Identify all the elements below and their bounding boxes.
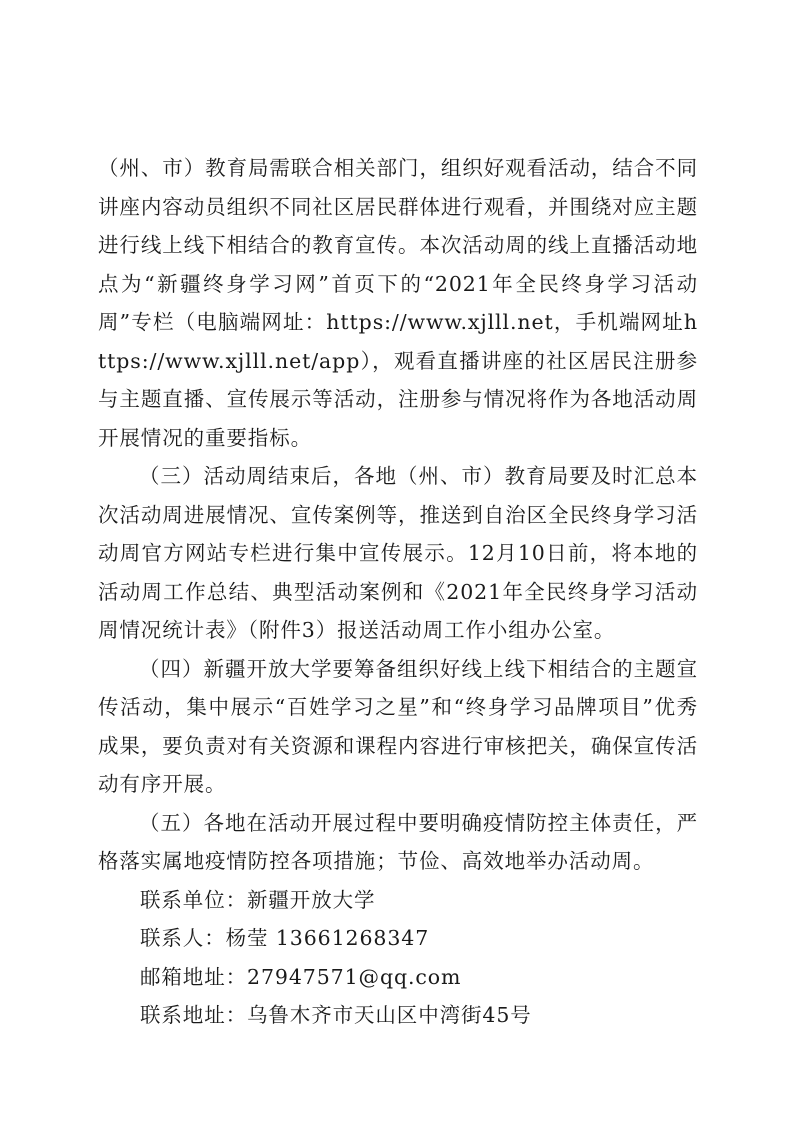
paragraph-section-four: （四）新疆开放大学要筹备组织好线上线下相结合的主题宣传活动，集中展示“百姓学习之星”和“终身学习品牌项目”优秀成果，要负责对有关资源和课程内容进行审核把关，确保宣传活动有序开展。 [98,656,698,796]
document-body [98,149,698,1035]
contact-person: 联系人：杨莹 13661268347 [140,926,430,950]
contact-email: 邮箱地址：27947571@qq.com [140,964,462,989]
paragraph-continuation: （州、市）教育局需联合相关部门，组织好观看活动，结合不同讲座内容动员组织不同社区居民群体进行观看，并围绕对应主题进行线上线下相结合的教育宣传。本次活动周的线上直播活动地点为“新疆终身学习网”首页下的“2021年全民终身学习活动周”专栏（电脑端网址：https://www.xjlll.net，手机端网址https://www.xjlll.net/app），观看直播讲座的社区居民注册参与主题直播、宣传展示等活动，注册参与情况将作为各地活动周开展情况的重要指标。 [98,156,698,450]
contact-address: 联系地址：乌鲁木齐市天山区中湾街45号 [140,1003,532,1027]
contact-unit: 联系单位：新疆开放大学 [140,887,376,912]
paragraph-section-five: （五）各地在活动开展过程中要明确疫情防控主体责任，严格落实属地疫情防控各项措施；节俭、高效地举办活动周。 [98,810,698,873]
paragraph-section-three: （三）活动周结束后，各地（州、市）教育局要及时汇总本次活动周进展情况、宣传案例等，推送到自治区全民终身学习活动周官方网站专栏进行集中宣传展示。12月10日前，将本地的活动周工作总结、典型活动案例和《2021年全民终身学习活动周情况统计表》（附件3）报送活动周工作小组办公室。 [98,464,698,642]
